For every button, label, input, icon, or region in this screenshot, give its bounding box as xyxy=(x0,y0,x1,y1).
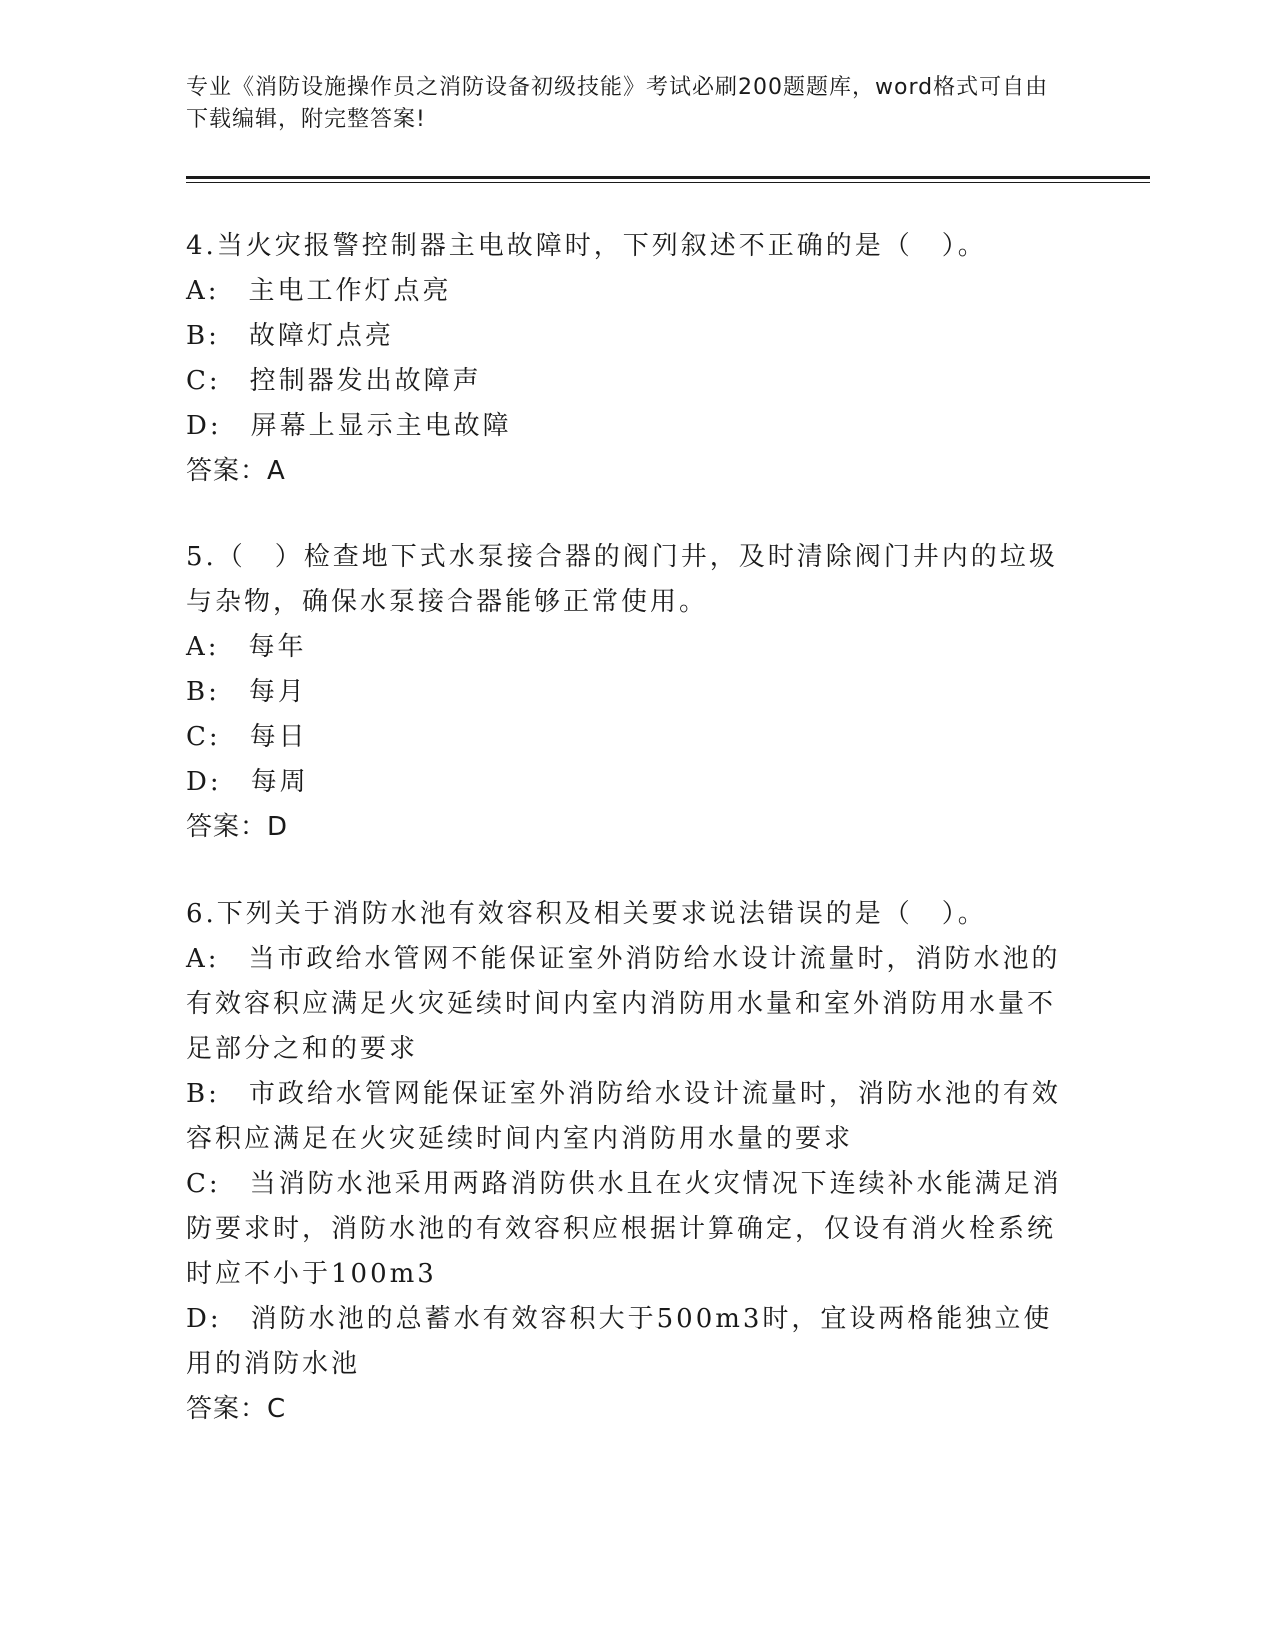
option-c: C: 每日 xyxy=(186,722,308,752)
question-block-5 xyxy=(186,535,1066,850)
question-stem: 5.（ ）检查地下式水泵接合器的阀门井，及时清除阀门井内的垃圾与杂物，确保水泵接合器能够正常使用。 xyxy=(186,542,1058,617)
question-block-6 xyxy=(186,892,1066,1432)
option-c: C: 当消防水池采用两路消防供水且在火灾情况下连续补水能满足消防要求时，消防水池的有效容积应根据计算确定，仅设有消火栓系统时应不小于100m3 xyxy=(186,1169,1062,1289)
option-b: B: 每月 xyxy=(186,677,307,707)
answer-line: 答案：C xyxy=(186,1394,287,1424)
question-stem: 6.下列关于消防水池有效容积及相关要求说法错误的是（ ）。 xyxy=(186,899,987,929)
option-d: D: 屏幕上显示主电故障 xyxy=(186,411,512,441)
option-a: A: 当市政给水管网不能保证室外消防给水设计流量时，消防水池的有效容积应满足火灾延续时间内室内消防用水量和室外消防用水量不足部分之和的要求 xyxy=(186,944,1061,1064)
option-b: B: 市政给水管网能保证室外消防给水设计流量时，消防水池的有效容积应满足在火灾延续时间内室内消防用水量的要求 xyxy=(186,1079,1061,1154)
option-a: A: 每年 xyxy=(186,632,307,662)
option-b: B: 故障灯点亮 xyxy=(186,321,394,351)
answer-line: 答案：A xyxy=(186,456,286,486)
question-stem: 4.当火灾报警控制器主电故障时，下列叙述不正确的是（ ）。 xyxy=(186,231,987,261)
answer-line: 答案：D xyxy=(186,812,289,842)
option-c: C: 控制器发出故障声 xyxy=(186,366,482,396)
document-header: 专业《消防设施操作员之消防设备初级技能》考试必刷200题题库，word格式可自由下载编辑，附完整答案! xyxy=(186,75,1049,132)
option-a: A: 主电工作灯点亮 xyxy=(186,276,452,306)
header-divider-thick xyxy=(186,176,1150,179)
option-d: D: 消防水池的总蓄水有效容积大于500m3时，宜设两格能独立使用的消防水池 xyxy=(186,1304,1053,1379)
question-block-4 xyxy=(186,224,1066,494)
option-d: D: 每周 xyxy=(186,767,309,797)
header-divider-thin xyxy=(186,182,1150,183)
